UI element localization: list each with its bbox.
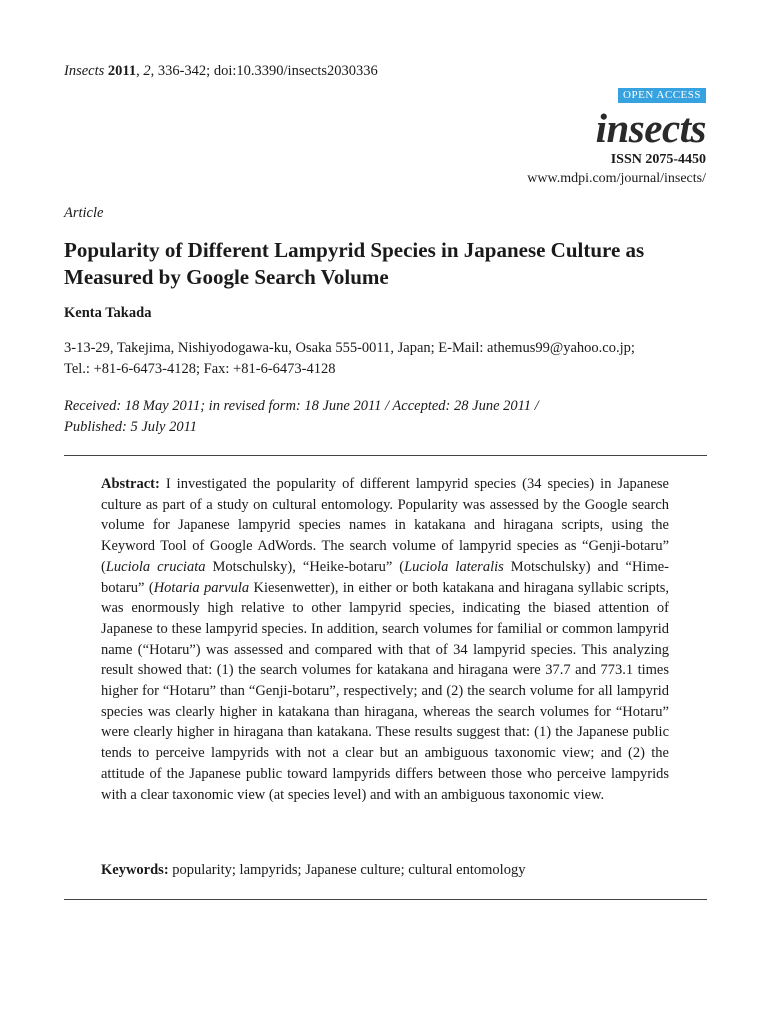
citation-line: Insects 2011, 2, 336-342; doi:10.3390/insects2030336: [64, 63, 378, 79]
keywords: [101, 862, 669, 879]
year: 2011: [107, 63, 137, 79]
abstract-text: Kiesenwetter), in either or both katakana and hiragana syllabic scripts, was enormously high relative to other lampyrid species, indicating the biased attention of Japanese to these lampyrid species. In addition, search volumes for familial or common lampyrid name (“Hotaru”) was assessed and compared with that of 34 lampyrid species. This analyzing result showed that: (1) the search volumes for katakana and hiragana were 37.7 and 773.1 times higher for “Hotaru” than “Genji-botaru”, respectively; and (2) the search volume for all lampyrid species was clearly higher in katakana than hiragana, whereas the search volumes for “Hotaru” were clearly higher in hiragana than katakana. These results suggest that: (1) the Japanese public tends to perceive lampyrids with not a clear but an ambiguous taxonomic view; and (2) the attitude of the Japanese public toward lampyrids differs between those who perceive lampyrids with a clear taxonomic view (at species level) and with an ambiguous taxonomic view.: [101, 579, 670, 803]
published-line: Published: 5 July 2011: [64, 419, 198, 435]
publication-dates: [64, 396, 714, 438]
journal-logo: insects: [595, 105, 706, 151]
pages-doi: , 336-342; doi:10.3390/insects2030336: [150, 63, 378, 79]
abstract: [101, 474, 669, 805]
volume: 2: [143, 63, 151, 79]
species-name: Luciola lateralis: [404, 558, 504, 575]
article-type: Article: [64, 205, 104, 221]
abstract-label: Abstract:: [101, 476, 160, 492]
contact-line: Tel.: +81-6-6473-4128; Fax: +81-6-6473-4128: [64, 361, 336, 377]
affiliation: [64, 338, 714, 380]
abstract-text: I investigated the popularity of different lampyrid species (34 species) in Japanese culture as part of a study on cultural entomology. Popularity was assessed by the Google search volume for Japanese lampyrid species names in katakana and hiragana scripts, using the Keyword Tool of Google AdWords. The search volume of lampyrid species as “Genji-botaru” (: [101, 476, 669, 575]
article-title: Popularity of Different Lampyrid Species in Japanese Culture as Measured by Google Search Volume: [64, 238, 645, 289]
author: Kenta Takada: [64, 305, 152, 321]
issn: ISSN 2075-4450: [610, 152, 706, 167]
abstract-text: Motschulsky) and “Hime-botaru” (: [101, 558, 669, 596]
keywords-text: popularity; lampyrids; Japanese culture; cultural entomology: [168, 862, 526, 878]
journal-name: Insects: [64, 63, 105, 79]
affiliation-line: 3-13-29, Takejima, Nishiyodogawa-ku, Osaka 555-0011, Japan; E-Mail: athemus99@yahoo.co.jp;: [64, 340, 635, 356]
journal-url[interactable]: www.mdpi.com/journal/insects/: [527, 171, 706, 186]
top-divider: [64, 455, 707, 456]
open-access-badge: OPEN ACCESS: [618, 88, 706, 103]
keywords-label: Keywords:: [101, 862, 169, 878]
species-name: Hotaria parvula: [153, 579, 250, 596]
species-name: Luciola cruciata: [105, 558, 206, 575]
bottom-divider: [64, 899, 707, 900]
abstract-text: Motschulsky), “Heike-botaru” (: [205, 558, 405, 575]
dates-line: Received: 18 May 2011; in revised form: 18 June 2011 / Accepted: 28 June 2011 /: [64, 398, 539, 414]
